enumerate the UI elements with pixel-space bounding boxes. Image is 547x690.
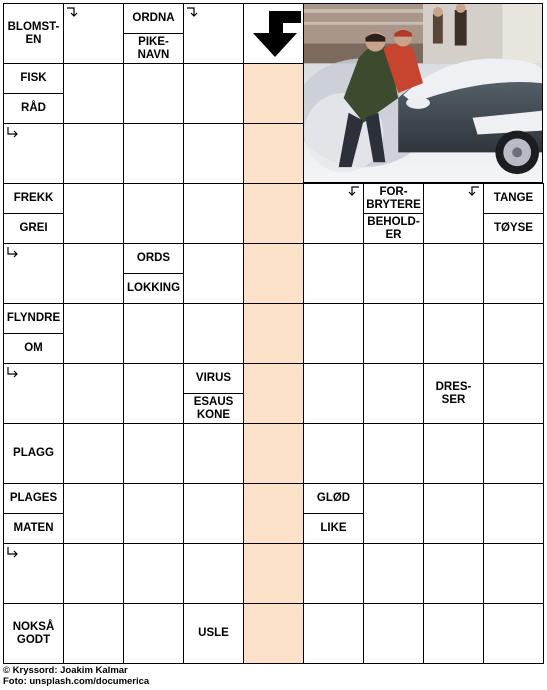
answer-cell[interactable]	[303, 243, 364, 304]
clue-esauskone: ESAUS KONE	[183, 393, 244, 424]
answer-cell[interactable]	[363, 363, 424, 424]
clue-direction-arrow-icon	[346, 185, 360, 197]
clue-fisk: FISK	[3, 63, 64, 94]
clue-maten: MATEN	[3, 513, 64, 544]
answer-cell[interactable]	[303, 603, 364, 664]
clue-ordna: ORDNA	[123, 3, 184, 34]
answer-cell[interactable]	[63, 243, 124, 304]
answer-cell[interactable]	[483, 603, 544, 664]
answer-cell[interactable]	[63, 183, 124, 244]
clue-toyse: TØYSE	[483, 213, 544, 244]
answer-cell[interactable]	[63, 543, 124, 604]
clue-direction-arrow-icon	[186, 6, 200, 18]
answer-cell[interactable]	[363, 543, 424, 604]
clue-forbrytere: FOR- BRYTERE	[363, 183, 424, 214]
credits	[3, 665, 149, 687]
clue-grei: GREI	[3, 213, 64, 244]
answer-cell[interactable]	[483, 483, 544, 544]
clue-rad: RÅD	[3, 93, 64, 124]
photo-credit: Foto: unsplash.com/documerica	[3, 676, 150, 687]
answer-cell[interactable]	[123, 123, 184, 184]
answer-cell[interactable]	[123, 303, 184, 364]
answer-cell[interactable]	[183, 183, 244, 244]
answer-cell[interactable]	[483, 303, 544, 364]
clue-om: OM	[3, 333, 64, 364]
solution-cell[interactable]	[243, 123, 304, 184]
solution-arrow-icon	[249, 9, 301, 59]
answer-cell[interactable]	[123, 423, 184, 484]
answer-cell[interactable]	[363, 603, 424, 664]
clue-noksagodt: NOKSÅ GODT	[3, 603, 64, 664]
clue-direction-arrow-icon	[6, 546, 20, 558]
clue-like: LIKE	[303, 513, 364, 544]
answer-cell[interactable]	[183, 543, 244, 604]
clue-beholder: BEHOLD- ER	[363, 213, 424, 244]
answer-cell[interactable]	[123, 483, 184, 544]
answer-cell[interactable]	[483, 243, 544, 304]
answer-cell[interactable]	[363, 423, 424, 484]
clue-flyndre: FLYNDRE	[3, 303, 64, 334]
answer-cell[interactable]	[183, 303, 244, 364]
answer-cell[interactable]	[63, 363, 124, 424]
answer-cell[interactable]	[63, 303, 124, 364]
answer-cell[interactable]	[123, 543, 184, 604]
answer-cell[interactable]	[483, 363, 544, 424]
clue-ords: ORDS	[123, 243, 184, 274]
answer-cell[interactable]	[123, 363, 184, 424]
answer-cell[interactable]	[183, 243, 244, 304]
answer-cell[interactable]	[423, 303, 484, 364]
clue-frekk: FREKK	[3, 183, 64, 214]
clue-tange: TANGE	[483, 183, 544, 214]
answer-cell[interactable]	[63, 123, 124, 184]
answer-cell[interactable]	[303, 363, 364, 424]
clue-lokking: LOKKING	[123, 273, 184, 304]
answer-cell[interactable]	[63, 603, 124, 664]
answer-cell[interactable]	[303, 543, 364, 604]
clue-blomsten: BLOMST- EN	[3, 3, 64, 64]
answer-cell[interactable]	[363, 303, 424, 364]
solution-cell[interactable]	[243, 363, 304, 424]
answer-cell[interactable]	[123, 183, 184, 244]
clue-direction-arrow-icon	[6, 126, 20, 138]
solution-cell[interactable]	[243, 63, 304, 124]
solution-cell[interactable]	[243, 423, 304, 484]
clue-dresser: DRES- SER	[423, 363, 484, 424]
solution-cell[interactable]	[243, 183, 304, 244]
answer-cell[interactable]	[423, 603, 484, 664]
answer-cell[interactable]	[303, 423, 364, 484]
crossword-grid	[3, 3, 543, 663]
answer-cell[interactable]	[123, 603, 184, 664]
clue-usle: USLE	[183, 603, 244, 664]
answer-cell[interactable]	[423, 483, 484, 544]
answer-cell[interactable]	[363, 483, 424, 544]
solution-cell[interactable]	[243, 483, 304, 544]
clue-direction-arrow-icon	[66, 6, 80, 18]
answer-cell[interactable]	[183, 123, 244, 184]
answer-cell[interactable]	[363, 243, 424, 304]
puzzle-photo	[303, 3, 543, 183]
answer-cell[interactable]	[183, 63, 244, 124]
clue-plages: PLAGES	[3, 483, 64, 514]
clue-virus: VIRUS	[183, 363, 244, 394]
clue-direction-arrow-icon	[6, 366, 20, 378]
answer-cell[interactable]	[183, 483, 244, 544]
answer-cell[interactable]	[123, 63, 184, 124]
clue-pikenavn: PIKE- NAVN	[123, 33, 184, 64]
clue-glod: GLØD	[303, 483, 364, 514]
solution-cell[interactable]	[243, 543, 304, 604]
clue-plagg: PLAGG	[3, 423, 64, 484]
clue-direction-arrow-icon	[6, 246, 20, 258]
solution-cell[interactable]	[243, 303, 304, 364]
answer-cell[interactable]	[483, 423, 544, 484]
solution-cell[interactable]	[243, 243, 304, 304]
answer-cell[interactable]	[63, 63, 124, 124]
clue-direction-arrow-icon	[466, 185, 480, 197]
crossword-credit: © Kryssord: Joakim Kalmar	[3, 665, 128, 676]
answer-cell[interactable]	[63, 423, 124, 484]
answer-cell[interactable]	[63, 483, 124, 544]
answer-cell[interactable]	[423, 423, 484, 484]
answer-cell[interactable]	[303, 303, 364, 364]
solution-cell[interactable]	[243, 603, 304, 664]
answer-cell[interactable]	[483, 543, 544, 604]
answer-cell[interactable]	[423, 543, 484, 604]
answer-cell[interactable]	[423, 243, 484, 304]
answer-cell[interactable]	[183, 423, 244, 484]
